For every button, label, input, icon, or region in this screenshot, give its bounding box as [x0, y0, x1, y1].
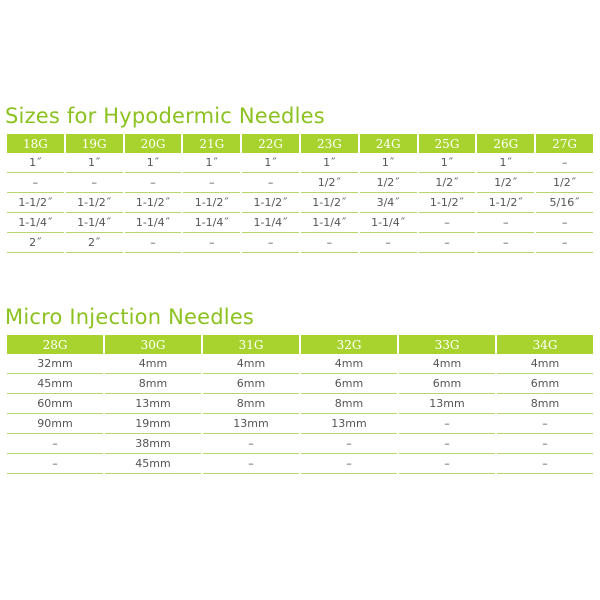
- table-cell: 1/2˝: [301, 173, 358, 193]
- column-header: 18G: [7, 134, 64, 153]
- column-header: 26G: [477, 134, 534, 153]
- table-cell: 1-1/4˝: [301, 213, 358, 233]
- table-row: [7, 213, 593, 233]
- table-cell: –: [399, 434, 495, 454]
- table-row: [7, 173, 593, 193]
- table-header-row: [7, 134, 593, 153]
- table-cell: –: [497, 434, 593, 454]
- table-cell: 1/2˝: [360, 173, 417, 193]
- table-cell: 1/2˝: [477, 173, 534, 193]
- column-header: 27G: [536, 134, 593, 153]
- table-row: [7, 193, 593, 213]
- table-cell: 1˝: [125, 153, 182, 173]
- table-cell: 19mm: [105, 414, 201, 434]
- table-cell: –: [7, 454, 103, 474]
- column-header: 28G: [7, 335, 103, 354]
- table-cell: –: [497, 414, 593, 434]
- table-cell: –: [536, 233, 593, 253]
- table-cell: 1-1/2˝: [301, 193, 358, 213]
- table-cell: –: [399, 454, 495, 474]
- table-cell: 4mm: [497, 354, 593, 374]
- table-cell: –: [183, 173, 240, 193]
- column-header: 25G: [419, 134, 476, 153]
- table-cell: 1-1/4˝: [242, 213, 299, 233]
- table-cell: 4mm: [301, 354, 397, 374]
- table-cell: 2˝: [7, 233, 64, 253]
- table-cell: –: [203, 454, 299, 474]
- table-cell: 1˝: [419, 153, 476, 173]
- table-cell: 1˝: [301, 153, 358, 173]
- column-header: 34G: [497, 335, 593, 354]
- table-cell: 6mm: [203, 374, 299, 394]
- table-cell: 1-1/2˝: [125, 193, 182, 213]
- table-cell: 8mm: [301, 394, 397, 414]
- table-cell: 45mm: [105, 454, 201, 474]
- table-cell: 1/2˝: [536, 173, 593, 193]
- column-header: 33G: [399, 335, 495, 354]
- table-cell: 1-1/2˝: [242, 193, 299, 213]
- table-cell: –: [66, 173, 123, 193]
- table-cell: 1/2˝: [419, 173, 476, 193]
- table-cell: –: [497, 454, 593, 474]
- table-cell: 2˝: [66, 233, 123, 253]
- table-cell: –: [183, 233, 240, 253]
- table-cell: 4mm: [399, 354, 495, 374]
- table-cell: 6mm: [497, 374, 593, 394]
- table-cell: 1-1/4˝: [7, 213, 64, 233]
- table-row: [7, 434, 593, 454]
- table-cell: 3/4˝: [360, 193, 417, 213]
- table-cell: 1-1/2˝: [477, 193, 534, 213]
- table-cell: 1-1/2˝: [7, 193, 64, 213]
- column-header: 30G: [105, 335, 201, 354]
- table-cell: 1-1/2˝: [419, 193, 476, 213]
- table-cell: –: [242, 233, 299, 253]
- table-cell: 1˝: [360, 153, 417, 173]
- table-row: [7, 153, 593, 173]
- table-header-row: [7, 335, 593, 354]
- table-row: [7, 233, 593, 253]
- table-cell: 1-1/4˝: [66, 213, 123, 233]
- table-cell: 90mm: [7, 414, 103, 434]
- table-cell: 1-1/4˝: [360, 213, 417, 233]
- table-cell: 1˝: [477, 153, 534, 173]
- table-cell: –: [7, 173, 64, 193]
- table-row: [7, 394, 593, 414]
- hypodermic-section-title: Sizes for Hypodermic Needles: [5, 104, 325, 128]
- table-row: [7, 414, 593, 434]
- table-cell: 1˝: [66, 153, 123, 173]
- column-header: 22G: [242, 134, 299, 153]
- table-cell: –: [203, 434, 299, 454]
- column-header: 19G: [66, 134, 123, 153]
- table-cell: –: [125, 173, 182, 193]
- micro-injection-table: [5, 335, 595, 474]
- table-cell: 5/16˝: [536, 193, 593, 213]
- table-cell: 13mm: [301, 414, 397, 434]
- column-header: 21G: [183, 134, 240, 153]
- table-cell: 4mm: [105, 354, 201, 374]
- table-cell: –: [419, 213, 476, 233]
- table-cell: –: [399, 414, 495, 434]
- table-cell: 4mm: [203, 354, 299, 374]
- column-header: 23G: [301, 134, 358, 153]
- micro-injection-section-title: Micro Injection Needles: [5, 305, 255, 329]
- table-cell: –: [536, 153, 593, 173]
- table-row: [7, 354, 593, 374]
- table-cell: 13mm: [203, 414, 299, 434]
- table-cell: 8mm: [497, 394, 593, 414]
- table-cell: 32mm: [7, 354, 103, 374]
- table-cell: 45mm: [7, 374, 103, 394]
- table-cell: 8mm: [203, 394, 299, 414]
- table-cell: 1-1/4˝: [183, 213, 240, 233]
- table-cell: 6mm: [399, 374, 495, 394]
- table-cell: 1˝: [183, 153, 240, 173]
- table-cell: –: [536, 213, 593, 233]
- table-cell: 1-1/2˝: [183, 193, 240, 213]
- table-cell: –: [360, 233, 417, 253]
- column-header: 32G: [301, 335, 397, 354]
- table-cell: 1˝: [242, 153, 299, 173]
- table-row: [7, 374, 593, 394]
- column-header: 24G: [360, 134, 417, 153]
- table-cell: 38mm: [105, 434, 201, 454]
- table-cell: 6mm: [301, 374, 397, 394]
- table-cell: –: [125, 233, 182, 253]
- table-row: [7, 454, 593, 474]
- column-header: 20G: [125, 134, 182, 153]
- table-cell: –: [301, 233, 358, 253]
- table-cell: –: [7, 434, 103, 454]
- table-cell: –: [242, 173, 299, 193]
- table-cell: –: [477, 233, 534, 253]
- table-cell: –: [301, 454, 397, 474]
- column-header: 31G: [203, 335, 299, 354]
- table-cell: 13mm: [105, 394, 201, 414]
- table-cell: 1-1/2˝: [66, 193, 123, 213]
- table-cell: –: [477, 213, 534, 233]
- table-cell: 1˝: [7, 153, 64, 173]
- table-cell: 13mm: [399, 394, 495, 414]
- hypodermic-sizes-table: [5, 134, 595, 253]
- table-cell: 60mm: [7, 394, 103, 414]
- table-cell: –: [301, 434, 397, 454]
- table-cell: –: [419, 233, 476, 253]
- table-cell: 8mm: [105, 374, 201, 394]
- table-cell: 1-1/4˝: [125, 213, 182, 233]
